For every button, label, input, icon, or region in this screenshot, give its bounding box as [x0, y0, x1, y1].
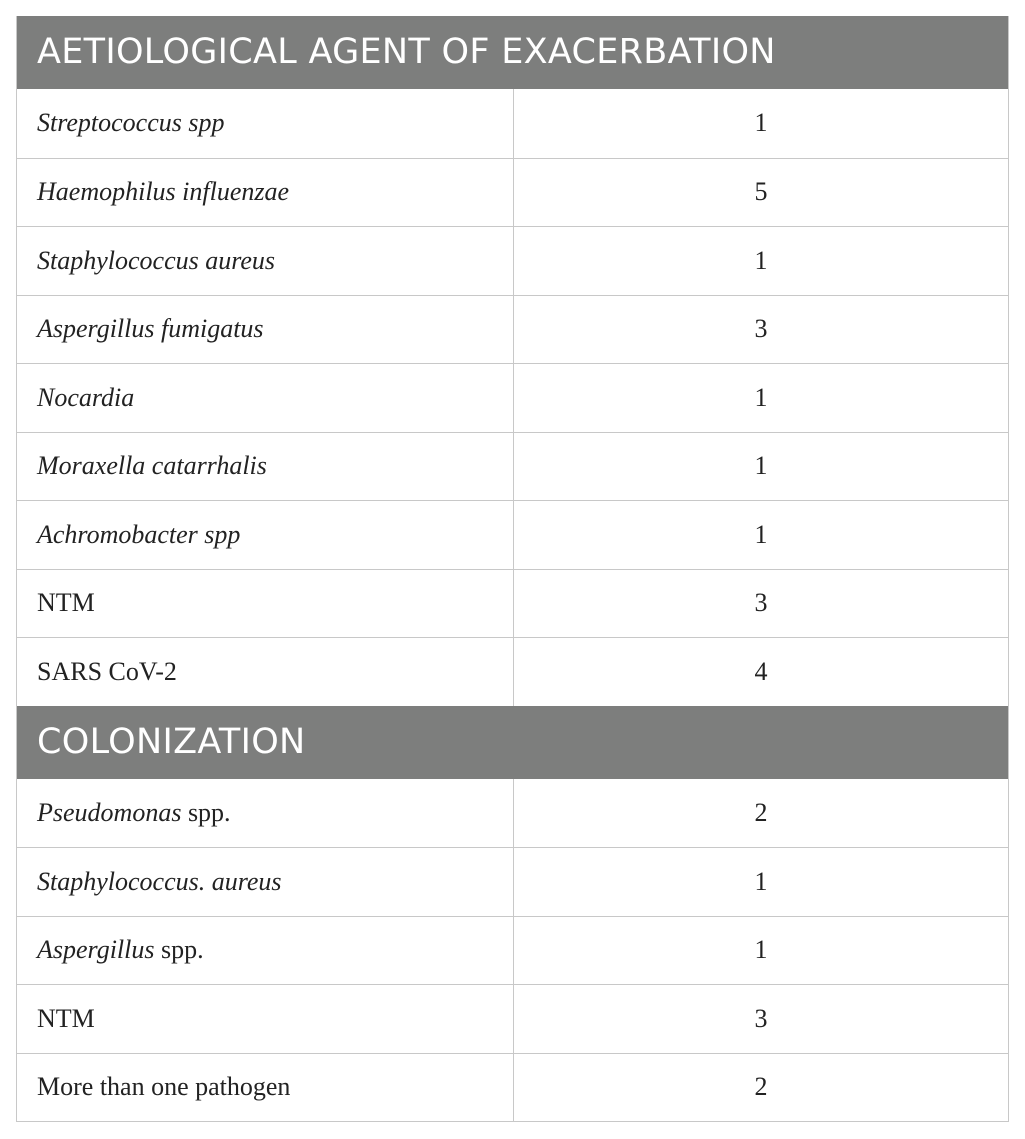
pathogen-name-italic: Achromobacter spp: [37, 519, 241, 549]
pathogen-name-plain: More than one pathogen: [37, 1072, 291, 1102]
pathogen-name-italic: Staphylococcus aureus: [37, 245, 276, 275]
pathogen-count: 1: [754, 935, 768, 965]
pathogen-name-cell: [17, 985, 514, 1053]
table-row: [17, 916, 1008, 985]
table-row: [17, 295, 1008, 364]
pathogen-name-cell: [17, 570, 514, 638]
table-row: [17, 779, 1008, 848]
pathogen-count: 5: [754, 177, 768, 207]
pathogen-name-cell: [17, 159, 514, 227]
pathogen-count: 2: [754, 797, 768, 827]
pathogen-name-cell: [17, 227, 514, 295]
pathogen-table: [16, 16, 1009, 1122]
pathogen-name-italic: Pseudomonas: [37, 797, 182, 827]
pathogen-count: 1: [754, 108, 768, 138]
pathogen-name-italic: Streptococcus spp: [37, 108, 225, 138]
pathogen-count: 1: [754, 866, 768, 896]
pathogen-name-cell: [17, 917, 514, 985]
pathogen-count: 3: [754, 314, 768, 344]
table-row: [17, 226, 1008, 295]
table-row: [17, 158, 1008, 227]
pathogen-name-plain: SARS CoV-2: [37, 656, 177, 686]
section-header-exacerbation: AETIOLOGICAL AGENT OF EXACERBATION: [17, 16, 1008, 89]
table-row: [17, 500, 1008, 569]
pathogen-count: 4: [754, 656, 768, 686]
pathogen-count: 1: [754, 519, 768, 549]
pathogen-count: 1: [754, 451, 768, 481]
pathogen-name-italic: Haemophilus influenzae: [37, 177, 290, 207]
pathogen-count: 2: [754, 1072, 768, 1102]
pathogen-name-cell: [17, 89, 514, 158]
table-row: [17, 847, 1008, 916]
pathogen-count: 3: [754, 588, 768, 618]
pathogen-count: 1: [754, 382, 768, 412]
pathogen-name-italic: Staphylococcus. aureus: [37, 866, 282, 896]
pathogen-name-cell: [17, 638, 514, 706]
pathogen-name-cell: [17, 779, 514, 848]
pathogen-count: 1: [754, 245, 768, 275]
table-row: [17, 984, 1008, 1053]
pathogen-count: 3: [754, 1003, 768, 1033]
pathogen-name-cell: [17, 364, 514, 432]
table-row: [17, 432, 1008, 501]
pathogen-name-cell: [17, 296, 514, 364]
section-header-colonization: COLONIZATION: [17, 706, 1008, 779]
table-row: [17, 1053, 1008, 1122]
pathogen-name-plain: NTM: [37, 1003, 95, 1033]
table-row: [17, 89, 1008, 158]
pathogen-name-plain: NTM: [37, 588, 95, 618]
pathogen-name-plain: spp.: [154, 935, 204, 965]
table-row: [17, 569, 1008, 638]
pathogen-name-italic: Moraxella catarrhalis: [37, 451, 267, 481]
pathogen-name-italic: Aspergillus fumigatus: [37, 314, 264, 344]
pathogen-name-italic: Aspergillus: [37, 935, 155, 965]
pathogen-name-cell: [17, 848, 514, 916]
pathogen-name-plain: spp.: [181, 797, 231, 827]
pathogen-name-cell: [17, 1054, 514, 1122]
pathogen-name-italic: Nocardia: [37, 382, 135, 412]
table-row: [17, 637, 1008, 706]
table-row: [17, 363, 1008, 432]
pathogen-name-cell: [17, 501, 514, 569]
pathogen-name-cell: [17, 433, 514, 501]
